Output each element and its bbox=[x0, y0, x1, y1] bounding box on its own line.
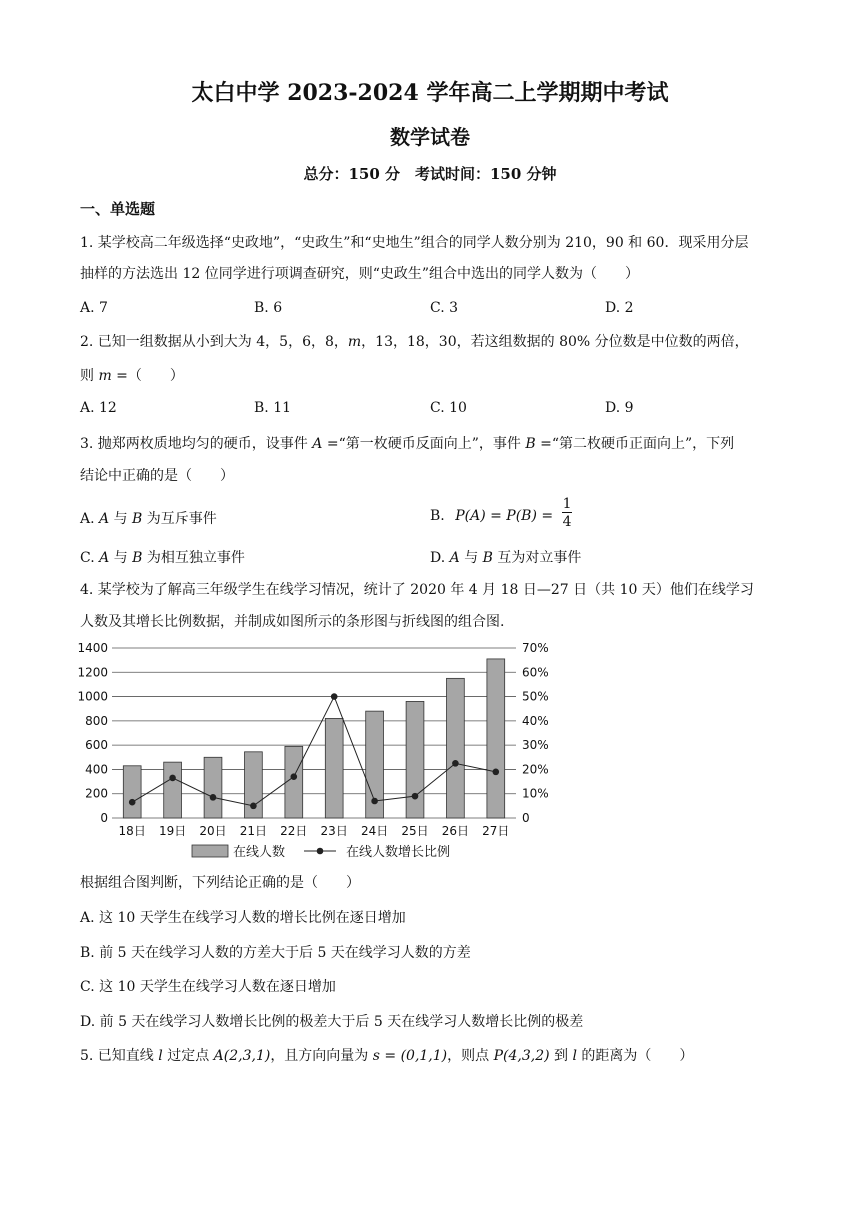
right-tick-label: 40% bbox=[522, 713, 549, 728]
q3-option-c[interactable] bbox=[80, 547, 245, 567]
bar bbox=[406, 701, 424, 818]
line-point bbox=[371, 798, 378, 805]
x-tick-label: 18日 bbox=[118, 824, 146, 838]
q1-option-a[interactable]: A. 7 bbox=[80, 300, 108, 316]
chart-legend bbox=[192, 844, 450, 860]
q3-optb-fraction bbox=[562, 496, 573, 531]
q3-optd-text2: 互为对立事件 bbox=[497, 550, 582, 566]
q3-optc-text2: 为相互独立事件 bbox=[146, 550, 245, 566]
x-tick-label: 26日 bbox=[441, 824, 470, 838]
q2-text-d: =（ ） bbox=[111, 368, 184, 384]
x-tick-label: 22日 bbox=[280, 824, 308, 838]
line-point bbox=[210, 794, 217, 801]
q2-line2 bbox=[80, 366, 184, 386]
q2-option-a[interactable]: A. 12 bbox=[80, 400, 117, 416]
q3-opta-text2: 为互斥事件 bbox=[146, 511, 217, 527]
legend-line-marker bbox=[317, 848, 324, 855]
right-tick-label: 30% bbox=[522, 738, 549, 753]
q2-var-m2: m bbox=[98, 368, 112, 384]
q4-option-c[interactable]: C. 这 10 天学生在线学习人数在逐日增加 bbox=[80, 979, 336, 995]
q3-opta-text: 与 bbox=[113, 511, 128, 527]
q3-optd-var-a: A bbox=[449, 550, 460, 566]
left-tick-label: 1400 bbox=[77, 641, 108, 655]
q2-option-c[interactable]: C. 10 bbox=[430, 400, 467, 416]
right-tick-label: 60% bbox=[522, 665, 549, 680]
q4-option-d[interactable]: D. 前 5 天在线学习人数增长比例的极差大于后 5 天在线学习人数增长比例的极差 bbox=[80, 1014, 584, 1030]
q2-line1 bbox=[80, 332, 749, 352]
bar bbox=[487, 659, 505, 818]
q4-option-b[interactable]: B. 前 5 天在线学习人数的方差大于后 5 天在线学习人数的方差 bbox=[80, 945, 471, 961]
right-tick-label: 0 bbox=[522, 811, 530, 825]
bar bbox=[285, 746, 303, 818]
q1-option-b[interactable]: B. 6 bbox=[254, 300, 283, 316]
q1-line2: 抽样的方法选出 12 位同学进行项调查研究，则“史政生”组合中选出的同学人数为（ ） bbox=[80, 266, 640, 282]
q4-line2: 人数及其增长比例数据，并制成如图所示的条形图与折线图的组合图. bbox=[80, 614, 505, 630]
q5-vector: s = (0,1,1) bbox=[372, 1048, 448, 1064]
legend-line-label: 在线人数增长比例 bbox=[346, 845, 451, 860]
q5-point-a: A(2,3,1) bbox=[213, 1048, 271, 1064]
q5-var-l: l bbox=[158, 1048, 163, 1064]
q3-optd-text: 与 bbox=[464, 550, 479, 566]
q5-text-b: 过定点 bbox=[162, 1048, 214, 1064]
left-tick-label: 400 bbox=[85, 762, 108, 777]
q3-optd-label: D. bbox=[430, 550, 446, 566]
q5-text-e: 到 bbox=[549, 1048, 573, 1064]
q3-optb-label: B. bbox=[430, 508, 445, 524]
right-tick-label: 10% bbox=[522, 786, 549, 801]
score-info: 总分：150 分 考试时间：150 分钟 bbox=[303, 165, 557, 183]
q2-text-b: ，13，18，30，若这组数据的 80% 分位数是中位数的两倍， bbox=[361, 334, 749, 350]
q2-option-b[interactable]: B. 11 bbox=[254, 400, 292, 416]
q3-text-a: 3. 抛郑两枚质地均匀的硬币，设事件 bbox=[80, 436, 313, 452]
q3-optb-denominator: 4 bbox=[562, 514, 572, 530]
left-tick-label: 600 bbox=[85, 738, 108, 753]
line-point bbox=[493, 769, 500, 776]
left-tick-label: 800 bbox=[85, 713, 108, 728]
q3-optb-formula: P(A) = P(B) = bbox=[455, 508, 554, 524]
q1-option-d[interactable]: D. 2 bbox=[605, 300, 634, 316]
bar bbox=[123, 766, 141, 818]
q5-point-p: P(4,3,2) bbox=[493, 1048, 550, 1064]
line-point bbox=[169, 775, 176, 782]
line-series bbox=[129, 693, 499, 809]
q3-text-b: =“第一枚硬币反面向上”，事件 bbox=[322, 436, 526, 452]
x-axis-labels bbox=[119, 824, 510, 838]
bar-series bbox=[123, 659, 504, 818]
q5-text-a: 5. 已知直线 bbox=[80, 1048, 159, 1064]
q3-optc-var-a: A bbox=[99, 550, 110, 566]
x-tick-label: 21日 bbox=[239, 824, 268, 838]
right-tick-label: 70% bbox=[522, 641, 549, 655]
q4-line1: 4. 某学校为了解高三年级学生在线学习情况，统计了 2020 年 4 月 18 日—27 日（共 10 天）他们在线学习 bbox=[80, 582, 754, 598]
q3-var-a: A bbox=[312, 436, 323, 452]
line-point bbox=[291, 773, 298, 780]
q2-text-c: 则 bbox=[80, 368, 99, 384]
left-tick-label: 1200 bbox=[77, 665, 108, 680]
line-point bbox=[129, 799, 136, 806]
q3-optc-var-b: B bbox=[132, 550, 143, 566]
combo-chart bbox=[70, 638, 570, 870]
q3-line1 bbox=[80, 434, 734, 454]
section-heading: 一、单选题 bbox=[80, 200, 156, 218]
q3-text-c: =“第二枚硬币正面向上”，下列 bbox=[535, 436, 735, 452]
left-tick-label: 200 bbox=[85, 786, 108, 801]
exam-title: 太白中学 2023-2024 学年高二上学期期中考试 bbox=[191, 80, 669, 106]
q3-optd-var-b: B bbox=[482, 550, 493, 566]
bar bbox=[447, 678, 465, 818]
q3-opta-label: A. bbox=[80, 511, 95, 527]
q1-option-c[interactable]: C. 3 bbox=[430, 300, 459, 316]
q5-var-l2: l bbox=[572, 1048, 577, 1064]
x-tick-label: 23日 bbox=[320, 824, 348, 838]
q2-var-m: m bbox=[347, 334, 362, 350]
q5-text-f: 的距离为（ ） bbox=[576, 1048, 694, 1064]
q1-line1: 1. 某学校高二年级选择“史政地”，“史政生”和“史地生”组合的同学人数分别为 210，90 和 60．现采用分层 bbox=[80, 235, 749, 251]
legend-bar-swatch bbox=[192, 845, 228, 857]
q3-opta-var-a: A bbox=[99, 511, 110, 527]
q2-option-d[interactable]: D. 9 bbox=[605, 400, 634, 416]
bar bbox=[164, 762, 182, 818]
x-tick-label: 24日 bbox=[360, 824, 389, 838]
q5-line bbox=[80, 1046, 693, 1066]
q2-text-a: 2. 已知一组数据从小到大为 4，5，6，8， bbox=[80, 334, 348, 350]
q3-option-a[interactable] bbox=[80, 508, 217, 528]
line-point bbox=[250, 803, 257, 810]
q3-option-b[interactable] bbox=[430, 496, 572, 536]
q4-question: 根据组合图判断，下列结论正确的是（ ） bbox=[80, 875, 360, 891]
line-point bbox=[412, 793, 419, 800]
q4-option-a[interactable]: A. 这 10 天学生在线学习人数的增长比例在逐日增加 bbox=[80, 910, 406, 926]
q3-var-b: B bbox=[525, 436, 536, 452]
q5-text-c: ，且方向向量为 bbox=[270, 1048, 373, 1064]
bar bbox=[325, 718, 343, 818]
q3-opta-var-b: B bbox=[132, 511, 143, 527]
line-point bbox=[331, 693, 338, 700]
q3-option-d[interactable] bbox=[430, 547, 581, 567]
bar bbox=[204, 757, 222, 818]
left-tick-label: 0 bbox=[100, 811, 108, 825]
exam-subtitle: 数学试卷 bbox=[390, 125, 470, 149]
q3-optc-label: C. bbox=[80, 550, 95, 566]
right-tick-label: 20% bbox=[522, 762, 549, 777]
growth-line bbox=[132, 697, 496, 806]
x-tick-label: 25日 bbox=[401, 824, 429, 838]
q5-text-d: ，则点 bbox=[447, 1048, 494, 1064]
q3-optb-numerator: 1 bbox=[562, 496, 572, 512]
left-axis-ticks bbox=[77, 641, 108, 825]
right-tick-label: 50% bbox=[522, 689, 549, 704]
x-tick-label: 20日 bbox=[199, 824, 227, 838]
legend-bar-label: 在线人数 bbox=[233, 845, 286, 860]
x-tick-label: 27日 bbox=[482, 824, 510, 838]
q3-line2: 结论中正确的是（ ） bbox=[80, 468, 234, 484]
left-tick-label: 1000 bbox=[77, 689, 108, 704]
x-tick-label: 19日 bbox=[158, 824, 187, 838]
right-axis-ticks bbox=[522, 641, 549, 825]
line-point bbox=[452, 760, 459, 767]
q3-optc-text: 与 bbox=[113, 550, 128, 566]
